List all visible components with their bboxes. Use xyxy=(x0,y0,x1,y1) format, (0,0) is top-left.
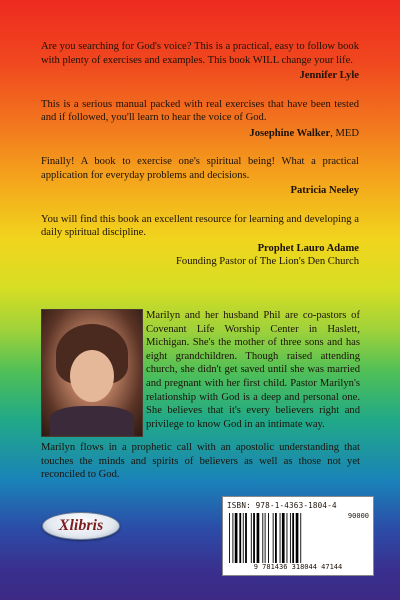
author-bio: Marilyn and her husband Phil are co-pastors of Covenant Life Worship Center in Haslett, Michigan. She's the mother of three sons and has eight grandchildren. Though raised attending church, she didn't get saved until she was married and pregnant with her first child. Pastor Marilyn's relationship with God is a deep and personal one. She believes that it's every believers right and privilege to know God in an intimate way. xyxy=(146,310,360,430)
testimonial-author xyxy=(41,69,359,83)
testimonial-quote: You will find this book an excellent resource for learning and developing a daily spiritual discipline. xyxy=(41,213,359,238)
author-bio-continued: Marilyn flows in a prophetic call with an apostolic understanding that touches the minds and spirits of believers as well as those not yet reconciled to God. xyxy=(41,442,360,481)
barcode xyxy=(222,496,374,576)
testimonial xyxy=(41,213,359,269)
testimonial-quote: Are you searching for God's voice? This is a practical, easy to follow book with plenty of exercises and examples. This book WILL change your life. xyxy=(41,41,359,66)
publisher-logo-text: Xlibris xyxy=(58,517,104,534)
author-credential: , MED xyxy=(330,127,359,139)
author-title: Founding Pastor of The Lion's Den Church xyxy=(176,256,359,267)
testimonial-quote: This is a serious manual packed with real exercises that have been tested and if followed, you'll learn to hear the voice of God. xyxy=(41,98,359,123)
testimonials xyxy=(41,40,359,284)
testimonial-author xyxy=(41,127,359,141)
author-name: Jennifer Lyle xyxy=(299,70,359,81)
barcode-bars xyxy=(229,513,327,563)
testimonial xyxy=(41,98,359,141)
isbn-label: ISBN: 978-1-4363-1804-4 xyxy=(227,501,337,510)
author-photo-face xyxy=(70,350,114,402)
testimonial-quote: Finally! A book to exercise one's spiritual being! What a practical application for everyday problems and decisions. xyxy=(41,156,359,181)
testimonial xyxy=(41,155,359,198)
author-name: Prophet Lauro Adame xyxy=(257,242,359,254)
testimonial-author xyxy=(41,242,359,256)
testimonial xyxy=(41,40,359,83)
author-name: Josephine Walker xyxy=(249,127,331,139)
barcode-digits: 9 781436 318044 47144 xyxy=(253,563,343,571)
publisher-logo xyxy=(42,512,120,540)
author-photo xyxy=(41,309,143,437)
testimonial-author xyxy=(41,184,359,198)
author-photo-body xyxy=(50,406,134,436)
author-name: Patricia Neeley xyxy=(290,185,359,196)
price-code: 90000 xyxy=(347,512,369,520)
